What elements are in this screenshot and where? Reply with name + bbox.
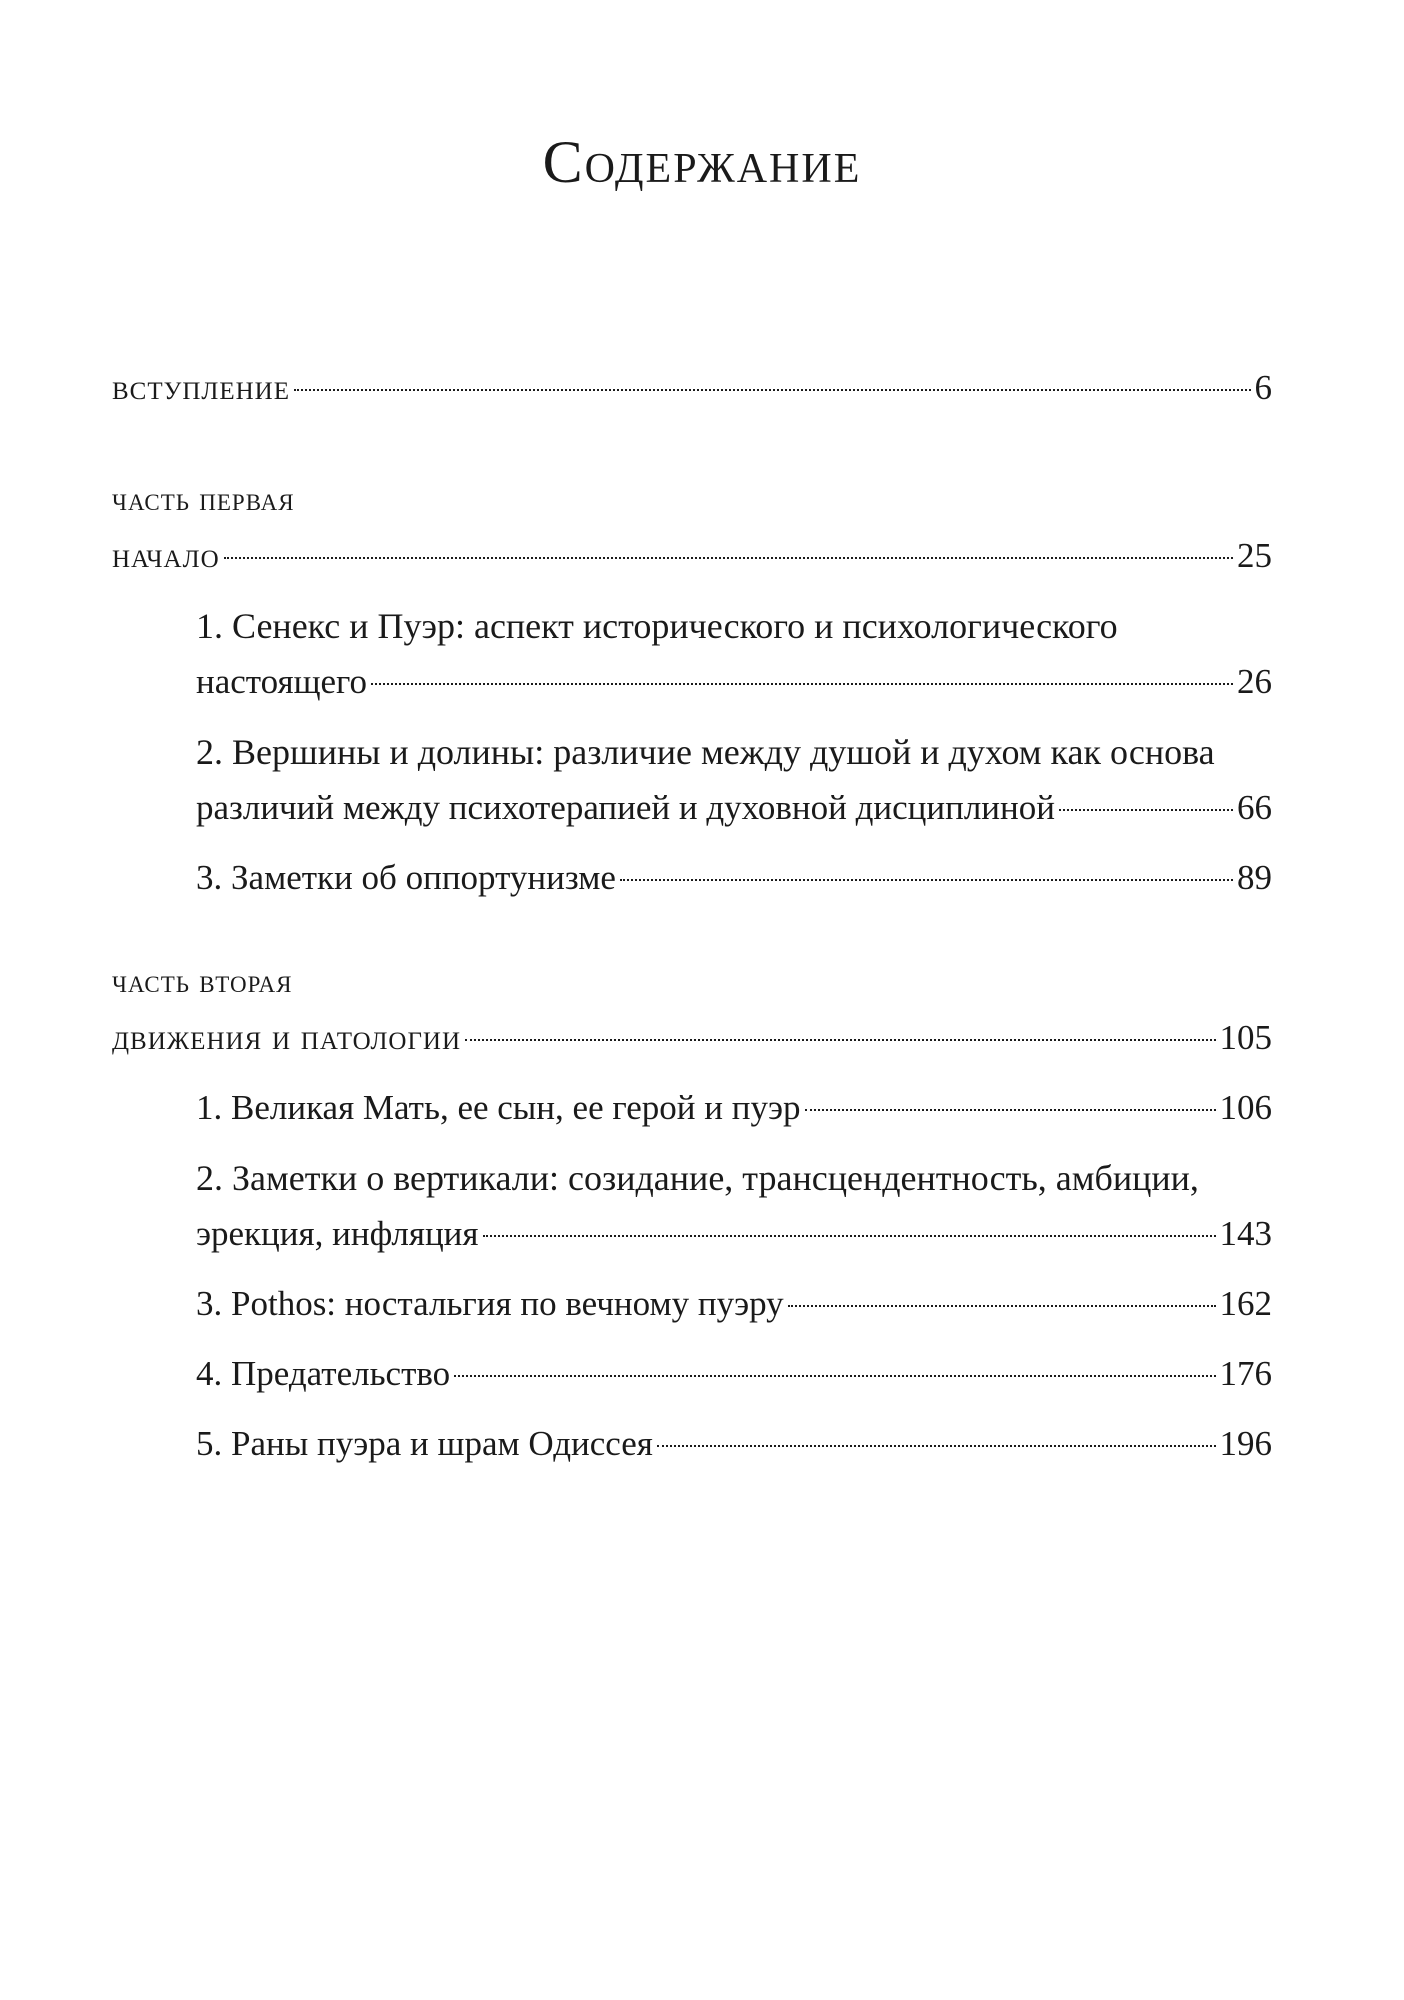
part-label: часть первая xyxy=(112,482,295,518)
chapter-title-line: 2. Вершины и долины: различие между душой и духом как основа xyxy=(196,732,1215,772)
toc-page-number: 89 xyxy=(1237,858,1272,897)
dot-leader xyxy=(294,389,1251,391)
toc-chapter[interactable] xyxy=(196,598,1272,710)
dot-leader xyxy=(454,1375,1215,1377)
toc-page-number: 105 xyxy=(1219,1018,1272,1057)
toc-chapter[interactable] xyxy=(196,724,1272,836)
chapter-title-line: 3. Заметки об оппортунизме xyxy=(196,858,616,897)
toc-page-number: 196 xyxy=(1219,1424,1272,1463)
chapter-title-line: 3. Pothos: ностальгия по вечному пуэру xyxy=(196,1284,784,1323)
chapter-title-line: 4. Предательство xyxy=(196,1354,451,1393)
toc-entry-part2-section[interactable] xyxy=(112,1010,1272,1066)
chapter-title-line: 2. Заметки о вертикали: созидание, трансцендентность, амбиции, xyxy=(196,1158,1199,1198)
toc-entry-part1-section[interactable] xyxy=(112,528,1272,584)
toc-page-number: 66 xyxy=(1237,788,1272,827)
dot-leader xyxy=(371,683,1233,685)
toc-entry-intro[interactable] xyxy=(112,360,1272,416)
chapter-title-line: 1. Великая Мать, ее сын, ее герой и пуэр xyxy=(196,1088,801,1127)
toc-entry-label: движения и патологии xyxy=(112,1018,462,1057)
dot-leader xyxy=(1059,809,1233,811)
toc-chapter[interactable] xyxy=(196,1346,1272,1402)
chapter-title-line: 5. Раны пуэра и шрам Одиссея xyxy=(196,1424,653,1463)
dot-leader xyxy=(483,1235,1216,1237)
table-of-contents xyxy=(112,360,1272,1472)
dot-leader xyxy=(620,879,1233,881)
toc-chapter[interactable] xyxy=(196,1150,1272,1262)
toc-page-number: 26 xyxy=(1237,662,1272,701)
dot-leader xyxy=(657,1445,1216,1447)
dot-leader xyxy=(224,557,1233,559)
chapter-title-line: 1. Сенекс и Пуэр: аспект исторического и психологического xyxy=(196,606,1118,646)
toc-chapter[interactable] xyxy=(196,1416,1272,1472)
toc-page-number: 162 xyxy=(1219,1284,1272,1323)
chapter-title-line: различий между психотерапией и духовной дисциплиной xyxy=(196,788,1055,827)
toc-page-number: 6 xyxy=(1254,368,1272,407)
dot-leader xyxy=(788,1305,1216,1307)
toc-page-number: 25 xyxy=(1237,536,1272,575)
toc-entry-label: вступление xyxy=(112,368,290,407)
chapter-title-line: эрекция, инфляция xyxy=(196,1214,479,1253)
part-label: часть вторая xyxy=(112,964,293,1000)
toc-chapter[interactable] xyxy=(196,1276,1272,1332)
toc-page-number: 106 xyxy=(1219,1088,1272,1127)
dot-leader xyxy=(465,1039,1215,1041)
toc-page-number: 143 xyxy=(1219,1214,1272,1253)
dot-leader xyxy=(805,1109,1216,1111)
toc-chapter[interactable] xyxy=(196,1080,1272,1136)
toc-entry-label: начало xyxy=(112,536,220,575)
toc-page-number: 176 xyxy=(1219,1354,1272,1393)
chapter-title-line: настоящего xyxy=(196,662,368,701)
page-title: Содержание xyxy=(542,129,862,195)
toc-chapter[interactable] xyxy=(196,850,1272,906)
